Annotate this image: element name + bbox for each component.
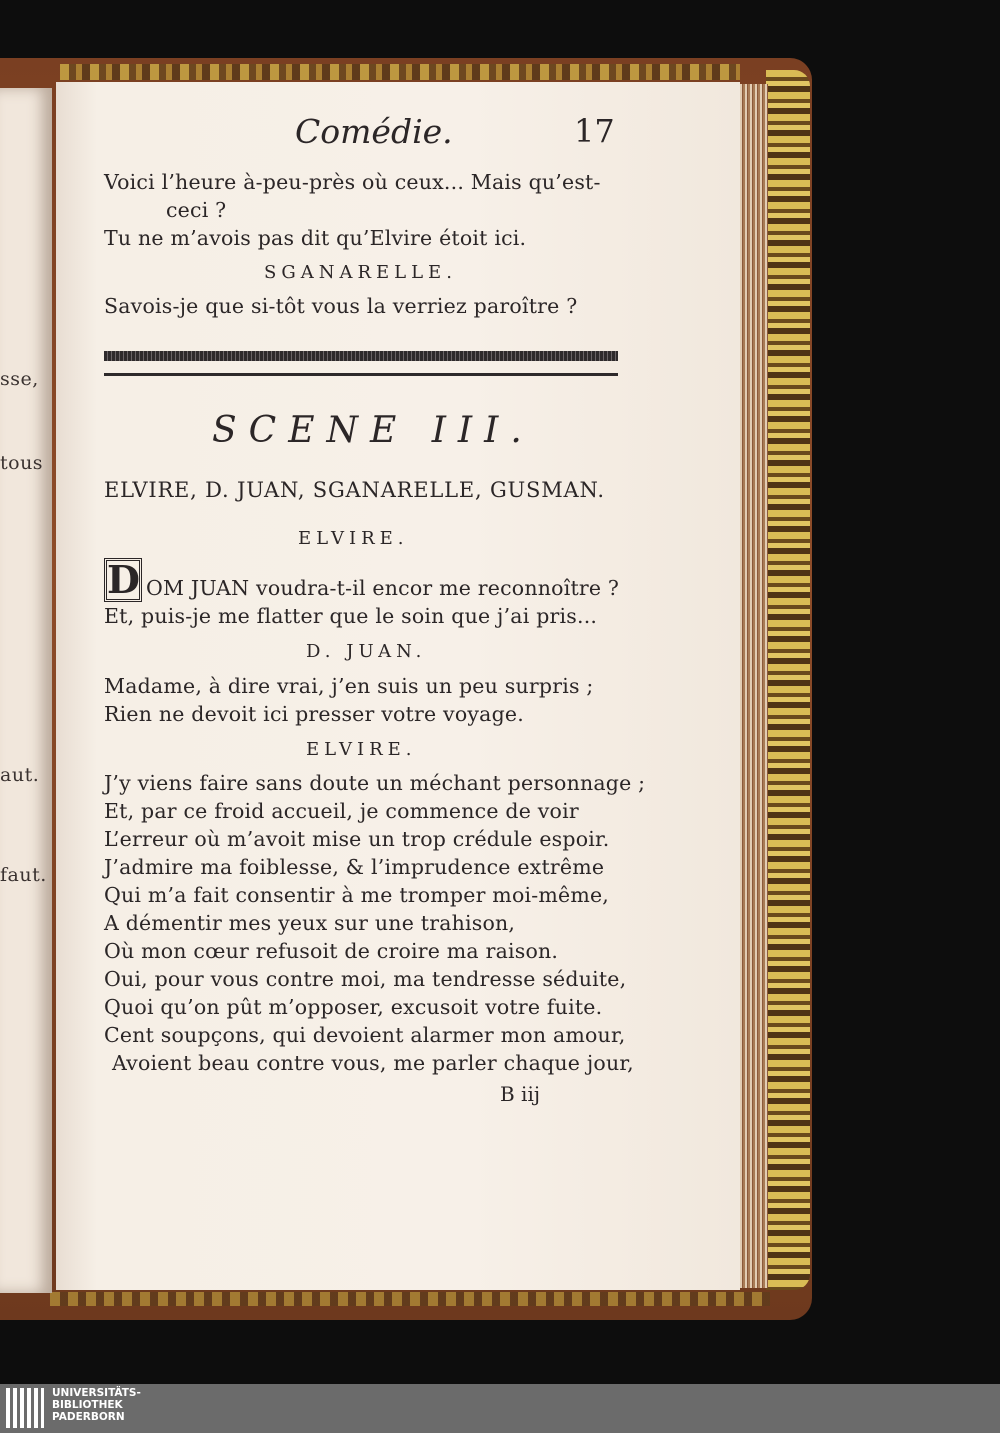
verse-line: Rien ne devoit ici presser votre voyage. (104, 702, 524, 726)
verse-line: Avoient beau contre vous, me parler chaque jour, (112, 1051, 634, 1075)
left-fragment: faut. (0, 864, 47, 886)
scene-title: SCENE III. (212, 410, 534, 451)
library-footer (0, 1384, 1000, 1433)
page-number: 17 (574, 112, 615, 150)
logo-line: PADERBORN (52, 1411, 125, 1423)
verse-line: Oui, pour vous contre moi, ma tendresse séduite, (104, 967, 627, 991)
verse-line: Tu ne m’avois pas dit qu’Elvire étoit ici. (104, 226, 527, 250)
verse-line: Et, par ce froid accueil, je commence de voir (104, 799, 579, 823)
verse-line: Où mon cœur refusoit de croire ma raison. (104, 939, 559, 963)
signature-mark: B iij (500, 1082, 541, 1106)
verse-line: OM JUAN voudra-t-il encor me reconnoître ? (146, 576, 620, 600)
gilt-top-border (60, 64, 740, 80)
library-logo-icon (6, 1388, 44, 1428)
divider-rule (104, 373, 618, 376)
library-logo-text (52, 1387, 141, 1423)
ornamental-rule (104, 351, 618, 361)
verse-line: J’admire ma foiblesse, & l’imprudence extrême (104, 855, 605, 879)
running-head: Comédie. (295, 112, 453, 151)
verse-line: Voici l’heure à-peu-près où ceux... Mais qu’est- (104, 170, 601, 194)
left-fragment: tous (0, 452, 44, 474)
page-edges (738, 84, 768, 1288)
verse-line: Cent soupçons, qui devoient alarmer mon amour, (104, 1023, 626, 1047)
gilt-bottom-border (50, 1292, 770, 1306)
left-fragment: aut. (0, 764, 40, 786)
logo-line: BIBLIOTHEK (52, 1399, 123, 1411)
verse-line: Et, puis-je me flatter que le soin que j’ai pris... (104, 604, 598, 628)
drop-cap: D (104, 558, 142, 602)
verse-line: J’y viens faire sans doute un méchant personnage ; (104, 771, 646, 795)
left-fragment: sse, (0, 368, 39, 390)
verse-line: Madame, à dire vrai, j’en suis un peu surpris ; (104, 674, 594, 698)
left-page (0, 88, 52, 1293)
verse-line: ceci ? (166, 198, 227, 222)
verse-line: Savois-je que si-tôt vous la verriez paroître ? (104, 294, 578, 318)
logo-line: UNIVERSITÄTS- (52, 1387, 141, 1399)
speaker-name: ELVIRE. (298, 528, 409, 549)
speaker-name: D. JUAN. (306, 641, 427, 662)
verse-line: A démentir mes yeux sur une trahison, (104, 911, 516, 935)
scene-cast: ELVIRE, D. JUAN, SGANARELLE, GUSMAN. (104, 478, 605, 502)
speaker-name: SGANARELLE. (264, 262, 457, 283)
verse-line: L’erreur où m’avoit mise un trop crédule espoir. (104, 827, 610, 851)
speaker-name: ELVIRE. (306, 739, 417, 760)
verse-line: Qui m’a fait consentir à me tromper moi-même, (104, 883, 610, 907)
verse-line: Quoi qu’on pût m’opposer, excusoit votre fuite. (104, 995, 603, 1019)
gilt-spine (766, 70, 810, 1290)
